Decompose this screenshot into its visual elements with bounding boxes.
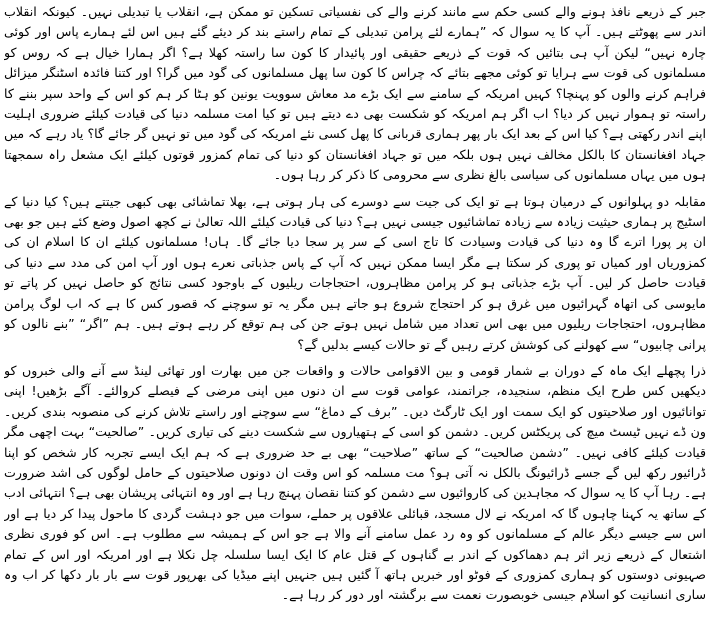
paragraph-2: مقابلہ دو پہلوانوں کے درمیان ہوتا ہے تو ایک کی جیت سے دوسرے کی ہار ہوتی ہے، بھلا تماشائی بھی کبھی جیتتے ہیں؟ کیا دنیا کے اسٹیج پر ہماری حیثیت زیادہ سے زیادہ تماشائیوں جیسی نہیں ہے؟ دنیا کی قیادت کیلئے اللہ تعالیٰ نے کچھ اصول وضع کئے ہیں جو بھی ان پر پورا اترے گا وہ دنیا کی قیادت وسیادت کا تاج اسی کے سر پر سجا دیا جائے گا۔ ہاں! مسلمانوں کیلئے ان کا اسلام ان کی کمزوریاں اور کمیاں تو پوری کر سکتا ہے مگر ایسا ممکن نہیں کہ آپ کے پاس جذباتی نعرے ہوں اور آپ امن کی مدد سے دنیا کی قیادت حاصل کر لیں۔ آپ بڑے جذباتی ہو کر پرامن مظاہروں، احتجاجات ریلیوں کے باوجود کسی نتائج کو حاصل نہیں کر پاتے تو مایوسی کی اتھاہ گہرائیوں میں غرق ہو کر احتجاج شروع ہو جاتے ہیں مگر یہ تو سوچنے کہ قصور کس کا ہے کہ اب لوگ پرامن مظاہروں، احتجاجات ریلیوں میں بھی اس تعداد میں شامل نہیں ہوتے جن کی ہم توقع کر رہے ہوتے ہیں۔ ہم ”اگر“ ”بنے نالوں کو پرانی چابیوں“ سے کھولنے کی کوشش کرتے رہیں گے تو حالات کیسے بدلیں گے؟ (4, 193, 706, 352)
paragraph-1: جبر کے ذریعے نافذ ہونے والے کسی حکم سے مانند کرنے والے کی نفسیاتی تسکین تو ممکن ہے، انقلاب یا تبدیلی نہیں۔ کیونکہ انقلاب اندر سے پھوٹتے ہیں۔ آپ کا یہ سوال کہ ”ہمارے لئے پرامن تبدیلی کے تمام راستے بند کر دیئے گئے ہیں اس لئے ہمارے پاس اور کوئی چارہ نہیں“ لیکن آپ ہی بتائیں کہ قوت کے ذریعے حقیقی اور پائیدار کا کون سا راستہ کھلا ہے؟ اگر ہمارا خیال ہے کہ روس کو مسلمانوں کی قوت سے ہرایا تو کوئی مجھے بتائے کہ چراس کا کون سا پھل مسلمانوں کی گود میں گرا؟ اور کتنا فائدہ اسٹنگر میزائل فراہم کرنے والوں کو پہنچا؟ کہیں امریکہ کے سامنے سے ایک بڑے مد معاش سوویت یونین کو ہٹا کر ہم کو اس کے واحد سپر بننے کا راستہ تو ہموار نہیں کر دیا؟ اب اگر ہم امریکہ کو شکست بھی دے دیتے ہیں تو کیا امت مسلمہ دنیا کی قیادت کیلئے ضروری اہلیت اپنے اندر رکھتی ہے؟ کیا اس کے بعد ایک بار پھر ہماری قربانی کا پھل کسی نئے امریکہ کی گود میں تو نہیں گر جائے گا؟ یاد رہے کہ میں جہاد افغانستان کا بالکل مخالف نہیں ہوں بلکہ میں تو جہاد افغانستان کو دنیا کی تمام کمزور قوتوں کیلئے ایک مشعل راہ سمجھتا ہوں میں یہاں مسلمانوں کی سیاسی بالغ نظری سے محرومی کا ذکر کر رہا ہوں۔ (4, 4, 706, 183)
paragraph-3: ذرا پچھلے ایک ماہ کے دوران بے شمار قومی و بین الاقوامی حالات و واقعات جن میں بھارت اور تھائی لینڈ سے آنے والی خبروں کو دیکھیں کس طرح ایک منظم، سنجیدہ، جراتمند، عوامی قوت سے ان دنوں میں اپنی مرضی کے فیصلے کروالئے۔ آگے بڑھیں! اپنی توانائیوں اور صلاحیتوں کو ایک سمت اور ایک ٹارگٹ دیں۔ ”برف کے دماغ“ سے سوچنے اور راستے تلاش کرنے کی منصوبہ بندی کریں۔ ون ڈے نہیں ٹیسٹ میچ کی پریکٹس کریں۔ دشمن کو اسی کے ہتھیاروں سے شکست دینے کی تیاری کریں۔ ”صالحیت“ بہت اچھی مگر قیادت کیلئے کافی نہیں۔ ”دشمن صالحیت“ کے ساتھ ”صلاحیت“ بھی بے حد ضروری ہے کہ ہم ایک ایسے تجربہ کار شخص کو اپنا ڈرائیور رکھ لیں گے جسے ڈرائیونگ بالکل نہ آتی ہو؟ مت مسلمہ کو اس وقت ان دونوں صلاحیتوں کے حامل لوگوں کی اشد ضرورت ہے۔ رہا آپ کا یہ سوال کہ مجاہدین کی کاروائیوں سے دشمن کو کتنا نقصان پہنچ رہا ہے اور وہ انتہائی پریشان بھی ہے؟ انتہائی ادب کے ساتھ یہ کہنا چاہوں گا کہ امریکہ نے لال مسجد، قبائلی علاقوں پر حملے، سوات میں جو دہشت گردی کا ماحول پیدا کر دیا ہے اور اس سے جیسے دیگر عالم کے مسلمانوں کو وہ رد عمل سامنے آنے والا ہے جو اس کے ہمیشہ سے مطلوب ہے۔ اس کو فوری نظری اشتعال کے ذریعے زیر اثر ہم دھماکوں کے اندر بے گناہوں کے قتل عام کا ایک ایسا سلسلہ چل نکلا ہے اور امریکہ اور اس کے تمام صہیونی دوستوں کو ہماری کمزوری کے فوٹو اور خبریں ہاتھ آ گئیں ہیں جنہیں اپنے میڈیا کی بھرپور قوت سے بار بار دکھا کر اب وہ ساری انسانیت کو اسلام جیسی خوبصورت نعمت سے برگشتہ اور دور کر رہا ہے۔ (4, 362, 706, 603)
urdu-article-text (4, 2, 706, 632)
